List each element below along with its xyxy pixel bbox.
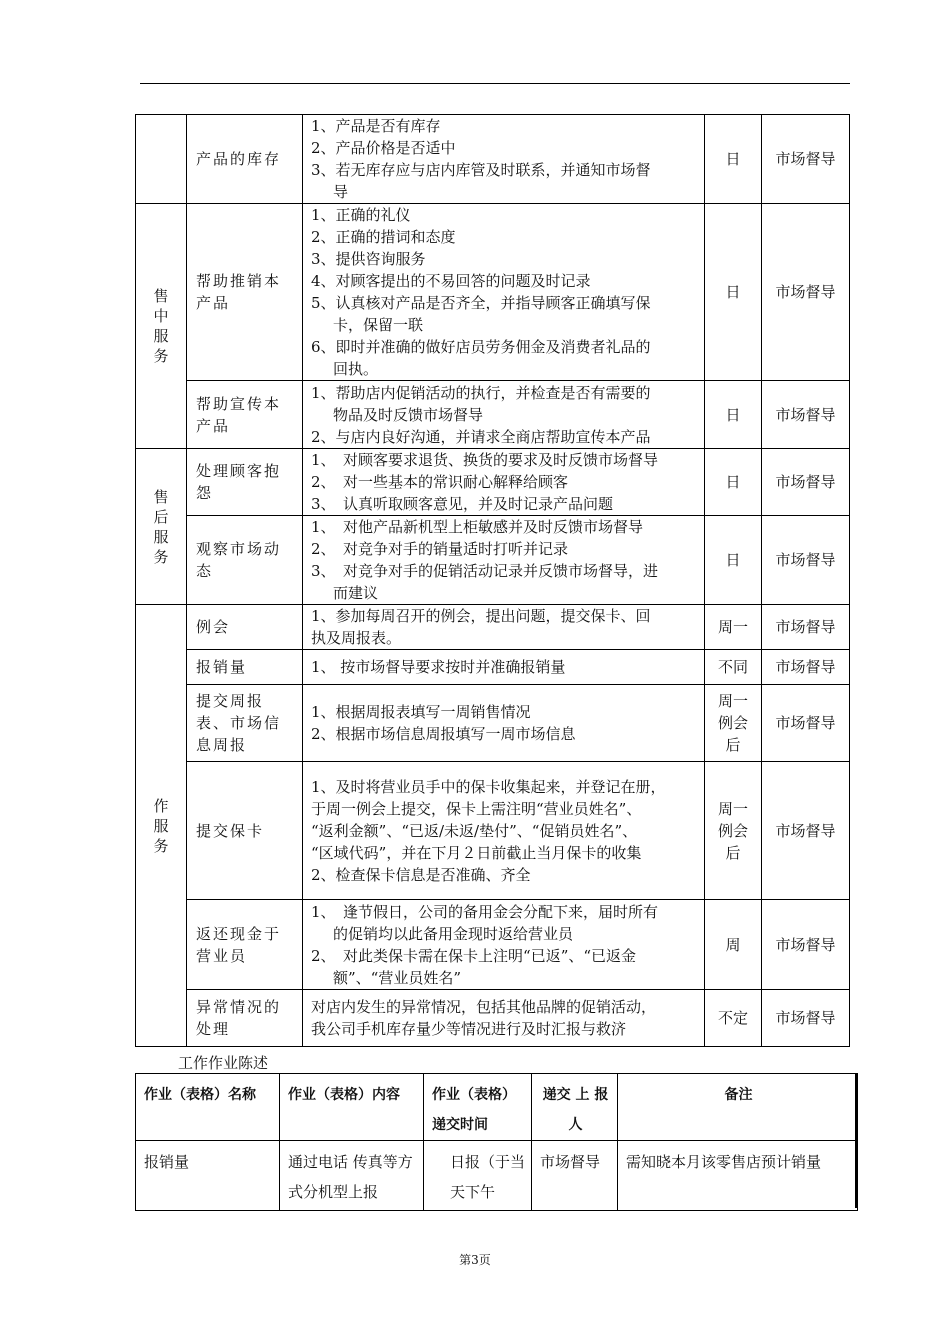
frequency-cell: 日 (705, 516, 762, 605)
items-cell (303, 762, 705, 900)
table-cell: 市场督导 (532, 1141, 618, 1211)
items-cell (303, 115, 705, 204)
items-cell (303, 204, 705, 381)
table-outer-border (855, 1073, 857, 1208)
page-number: 第3页 (459, 1253, 491, 1267)
item-cell: 帮助推销本产品 (187, 204, 303, 381)
item-line: 额”、“营业员姓名” (333, 968, 462, 987)
item-line: 1、参加每周召开的例会，提出问题，提交保卡、回 (311, 607, 651, 625)
table-row (136, 605, 850, 650)
item-cell: 观察市场动态 (187, 516, 303, 605)
item-line: 物品及时反馈市场督导 (333, 405, 484, 424)
responsible-cell: 市场督导 (762, 204, 850, 381)
frequency-cell: 日 (705, 204, 762, 381)
item-cell: 报销量 (187, 650, 303, 685)
table-row (136, 685, 850, 762)
item-line: 2、产品价格是否适中 (311, 139, 456, 157)
frequency-cell: 日 (705, 449, 762, 516)
responsible-cell: 市场督导 (762, 115, 850, 204)
responsible-cell: 市场督导 (762, 605, 850, 650)
table-cell: 需知晓本月该零售店预计销量 (618, 1141, 858, 1211)
header-cell: 备注 (618, 1074, 858, 1141)
item-line: 2、正确的措词和态度 (311, 228, 456, 246)
item-line: 1、 对顾客要求退货、换货的要求及时反馈市场督导 (311, 451, 659, 469)
item-line: 而建议 (333, 584, 379, 602)
items-cell (303, 650, 705, 685)
items-cell (303, 685, 705, 762)
items-cell (303, 900, 705, 990)
category-cell: 售中服务 (136, 204, 187, 449)
item-line: 2、根据市场信息周报填写一周市场信息 (311, 725, 576, 743)
frequency-cell: 周 (705, 900, 762, 990)
item-line: 卡，保留一联 (333, 316, 424, 334)
item-line: 执及周报表。 (311, 629, 402, 647)
frequency-cell: 日 (705, 381, 762, 449)
items-cell (303, 381, 705, 449)
item-line: 1、帮助店内促销活动的执行，并检查是否有需要的 (311, 383, 651, 402)
item-line: “区域代码”，并在下月２日前截止当月保卡的收集 (311, 843, 642, 862)
item-line: 3、提供咨询服务 (311, 250, 426, 268)
item-line: 2、与店内良好沟通，并请求全商店帮助宣传本产品 (311, 427, 651, 446)
item-cell: 处理顾客抱怨 (187, 449, 303, 516)
item-line: 2、 对一些基本的常识耐心解释给顾客 (311, 473, 569, 491)
item-line: 2、 对此类保卡需在保卡上注明“已返”、“已返金 (311, 946, 637, 965)
frequency-cell: 周一例会后 (705, 685, 762, 762)
item-line: 回执。 (333, 360, 379, 378)
section-caption: 工作作业陈述 (178, 1054, 269, 1072)
table-row (136, 115, 850, 204)
responsible-cell: 市场督导 (762, 990, 850, 1047)
item-line: 1、产品是否有库存 (311, 117, 441, 135)
frequency-cell: 日 (705, 115, 762, 204)
header-cell: 作业（表格）内容 (280, 1074, 424, 1141)
table-header-row (136, 1074, 858, 1141)
frequency-cell: 不定 (705, 990, 762, 1047)
item-line: 的促销均以此备用金现时返给营业员 (333, 924, 574, 943)
service-table (135, 114, 850, 1047)
table-row (136, 449, 850, 516)
responsible-cell: 市场督导 (762, 381, 850, 449)
item-line: 3、 认真听取顾客意见，并及时记录产品问题 (311, 495, 614, 513)
item-cell: 提交周报表、市场信息周报 (187, 685, 303, 762)
item-line: 1、 对他产品新机型上柜敏感并及时反馈市场督导 (311, 518, 644, 536)
item-line: 1、 按市场督导要求按时并准确报销量 (311, 658, 566, 676)
item-cell: 例会 (187, 605, 303, 650)
items-cell (303, 449, 705, 516)
frequency-cell: 不同 (705, 650, 762, 685)
table-row (136, 1141, 858, 1211)
table-cell: 日报（于当天下午 (424, 1141, 532, 1211)
responsible-cell: 市场督导 (762, 900, 850, 990)
category-cell: 售后服务 (136, 449, 187, 605)
item-line: 2、 对竞争对手的销量适时打听并记录 (311, 540, 569, 558)
item-line: 3、 对竞争对手的促销活动记录并反馈市场督导，进 (311, 562, 659, 580)
item-line: 1、正确的礼仪 (311, 206, 411, 224)
item-cell: 产品的库存 (187, 115, 303, 204)
item-line: 1、及时将营业员手中的保卡收集起来，并登记在册， (311, 777, 666, 796)
item-cell: 提交保卡 (187, 762, 303, 900)
item-line: 6、即时并准确的做好店员劳务佣金及消费者礼品的 (311, 338, 651, 356)
responsible-cell: 市场督导 (762, 762, 850, 900)
item-cell: 帮助宣传本产品 (187, 381, 303, 449)
work-description-table (135, 1073, 858, 1211)
items-cell (303, 605, 705, 650)
table-row (136, 516, 850, 605)
header-cell: 作业（表格）递交时间 (424, 1074, 532, 1141)
item-line: 2、检查保卡信息是否准确、齐全 (311, 865, 531, 884)
item-line: 5、认真核对产品是否齐全，并指导顾客正确填写保 (311, 294, 651, 312)
category-cell: 作服务 (136, 605, 187, 1047)
item-line: 导 (333, 183, 349, 201)
item-cell: 返还现金于营业员 (187, 900, 303, 990)
item-line: 于周一例会上提交，保卡上需注明“营业员姓名”、 (311, 799, 642, 818)
item-line: 1、 逢节假日，公司的备用金会分配下来，届时所有 (311, 902, 659, 921)
items-cell (303, 516, 705, 605)
responsible-cell: 市场督导 (762, 650, 850, 685)
table-row (136, 381, 850, 449)
header-cell: 递交 上 报 人 (532, 1074, 618, 1141)
header-cell: 作业（表格）名称 (136, 1074, 280, 1141)
items-cell (303, 990, 705, 1047)
item-cell: 异常情况的处理 (187, 990, 303, 1047)
category-cell (136, 115, 187, 204)
item-line: 4、对顾客提出的不易回答的问题及时记录 (311, 272, 591, 290)
responsible-cell: 市场督导 (762, 685, 850, 762)
table-row (136, 900, 850, 990)
header-rule (140, 83, 850, 84)
table-row (136, 762, 850, 900)
item-line: 我公司手机库存量少等情况进行及时汇报与救济 (311, 1020, 627, 1038)
table-cell: 报销量 (136, 1141, 280, 1211)
item-line: 1、根据周报表填写一周销售情况 (311, 703, 531, 721)
table-row (136, 990, 850, 1047)
table-row (136, 204, 850, 381)
item-line: 3、若无库存应与店内库管及时联系，并通知市场督 (311, 161, 651, 179)
item-line: 对店内发生的异常情况，包括其他品牌的促销活动， (311, 998, 657, 1016)
responsible-cell: 市场督导 (762, 449, 850, 516)
item-line: “返利金额”、“已返/未返/垫付”、“促销员姓名”、 (311, 821, 638, 840)
table-cell: 通过电话 传真等方式分机型上报 (280, 1141, 424, 1211)
responsible-cell: 市场督导 (762, 516, 850, 605)
table-row (136, 650, 850, 685)
frequency-cell: 周一 (705, 605, 762, 650)
frequency-cell: 周一例会后 (705, 762, 762, 900)
